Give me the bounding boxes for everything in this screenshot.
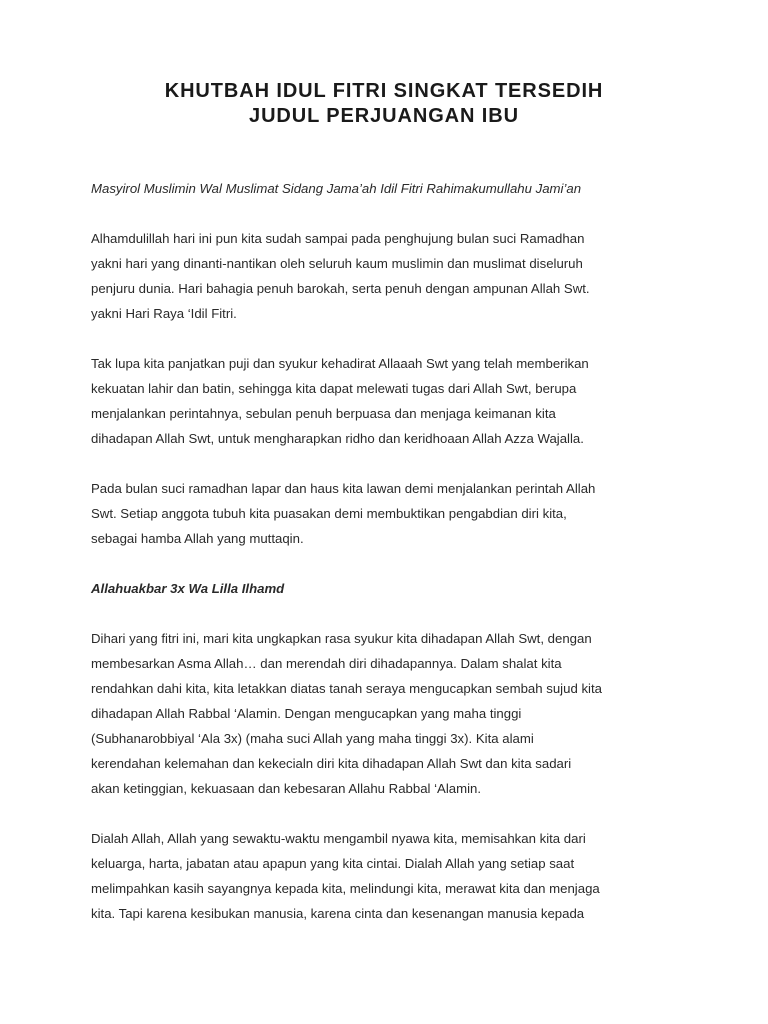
paragraph-line: Masyirol Muslimin Wal Muslimat Sidang Jama’ah Idil Fitri Rahimakumullahu Jami’an (91, 181, 582, 196)
title-line-2: JUDUL PERJUANGAN IBU (249, 105, 519, 127)
body-paragraph (91, 351, 691, 451)
paragraph-line: kekuatan lahir dan batin, sehingga kita dapat melewati tugas dari Allah Swt, berupa (91, 381, 577, 396)
paragraph-line: penjuru dunia. Hari bahagia penuh barokah, serta penuh dengan ampunan Allah Swt. (91, 281, 590, 296)
body-paragraph (91, 826, 691, 926)
paragraph-line: Dihari yang fitri ini, mari kita ungkapkan rasa syukur kita dihadapan Allah Swt, dengan (91, 631, 592, 646)
paragraph-line: membesarkan Asma Allah… dan merendah diri dihadapannya. Dalam shalat kita (91, 656, 562, 671)
document-body (91, 176, 691, 951)
body-paragraph (91, 476, 691, 551)
body-paragraph (91, 226, 691, 326)
paragraph-line: Swt. Setiap anggota tubuh kita puasakan demi membuktikan pengabdian diri kita, (91, 506, 567, 521)
paragraph-line: dihadapan Allah Swt, untuk mengharapkan ridho dan keridhoaan Allah Azza Wajalla. (91, 431, 584, 446)
document-title (60, 79, 708, 129)
paragraph-line: Dialah Allah, Allah yang sewaktu-waktu mengambil nyawa kita, memisahkan kita dari (91, 831, 586, 846)
paragraph-line: akan ketinggian, kekuasaan dan kebesaran Allahu Rabbal ‘Alamin. (91, 781, 482, 796)
paragraph-line: keluarga, harta, jabatan atau apapun yang kita cintai. Dialah Allah yang setiap saat (91, 856, 575, 871)
title-line-1: KHUTBAH IDUL FITRI SINGKAT TERSEDIH (164, 80, 604, 102)
paragraph-line: yakni hari yang dinanti-nantikan oleh seluruh kaum muslimin dan muslimat diseluruh (91, 256, 583, 271)
paragraph-line: rendahkan dahi kita, kita letakkan diatas tanah seraya mengucapkan sembah sujud kita (91, 681, 602, 696)
body-paragraph (91, 626, 691, 801)
paragraph-line: melimpahkan kasih sayangnya kepada kita, melindungi kita, merawat kita dan menjaga (91, 881, 600, 896)
paragraph-line: sebagai hamba Allah yang muttaqin. (91, 531, 304, 546)
paragraph-line: Tak lupa kita panjatkan puji dan syukur kehadirat Allaaah Swt yang telah memberikan (91, 356, 589, 371)
paragraph-line: Alhamdulillah hari ini pun kita sudah sampai pada penghujung bulan suci Ramadhan (91, 231, 585, 246)
paragraph-line: kerendahan kelemahan dan kekecialn diri kita dihadapan Allah Swt dan kita sadari (91, 756, 572, 771)
section-heading (91, 576, 691, 601)
paragraph-line: yakni Hari Raya ‘Idil Fitri. (91, 306, 237, 321)
paragraph-line: kita. Tapi karena kesibukan manusia, karena cinta dan kesenangan manusia kepada (91, 906, 585, 921)
paragraph-line: dihadapan Allah Rabbal ‘Alamin. Dengan mengucapkan yang maha tinggi (91, 706, 522, 721)
paragraph-line: menjalankan perintahnya, sebulan penuh berpuasa dan menjaga keimanan kita (91, 406, 556, 421)
salutation-paragraph (91, 176, 691, 201)
paragraph-line: (Subhanarobbiyal ‘Ala 3x) (maha suci Allah yang maha tinggi 3x). Kita alami (91, 731, 534, 746)
paragraph-line: Pada bulan suci ramadhan lapar dan haus kita lawan demi menjalankan perintah Allah (91, 481, 596, 496)
paragraph-line: Allahuakbar 3x Wa Lilla Ilhamd (91, 581, 285, 596)
